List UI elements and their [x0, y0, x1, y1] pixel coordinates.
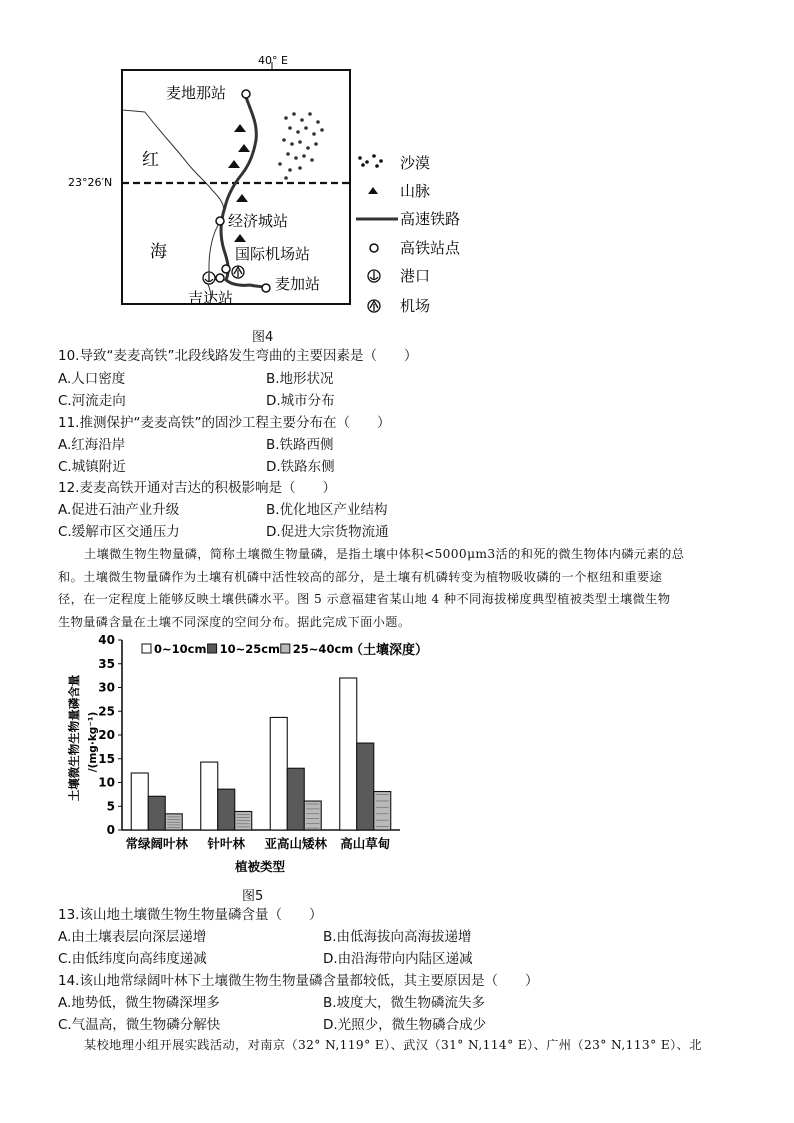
legend-railway-label: 高速铁路 [400, 210, 461, 228]
next-section-intro [58, 1034, 740, 1057]
y-tick-label: 20 [98, 728, 115, 742]
figure-5-chart [60, 630, 440, 878]
question-14-option-b[interactable]: B.坡度大，微生物磷流失多 [323, 995, 486, 1011]
question-11-option-b[interactable]: B.铁路西侧 [266, 437, 334, 453]
y-tick-label: 5 [106, 799, 115, 814]
legend-station-label: 高铁站点 [400, 239, 461, 257]
legend-port-label: 港口 [400, 267, 431, 285]
bar-2-2 [218, 789, 235, 830]
passage-line-1: 土壤微生物生物量磷，简称土壤微生物量磷，是指土壤中体积<5000μm3活的和死的微生物体内磷元素的总 [84, 547, 685, 561]
legend-label-1: 0~10cm [154, 642, 207, 656]
reading-passage [58, 543, 740, 633]
category-label-1: 常绿阔叶林 [125, 836, 189, 851]
map-legend [356, 154, 461, 315]
passage-line-4: 生物量磷含量在土壤不同深度的空间分布。据此完成下面小题。 [58, 614, 411, 629]
airport-station-label: 国际机场站 [235, 245, 311, 263]
bar-1-2 [201, 762, 218, 830]
category-label-2: 针叶林 [207, 836, 246, 851]
question-13-option-c[interactable]: C.由低纬度向高纬度递减 [58, 951, 207, 967]
question-12-option-c[interactable]: C.缓解市区交通压力 [58, 524, 180, 540]
y-tick-label: 30 [98, 680, 115, 695]
question-13-stem: 13.该山地土壤微生物生物量磷含量（ ） [58, 907, 323, 923]
question-11-stem: 11.推测保护“麦麦高铁”的固沙工程主要分布在（ ） [58, 415, 391, 431]
next-section-line: 某校地理小组开展实践活动，对南京（32° N,119° E）、武汉（31° N,114° E）、广州（23° N,113° E）、北 [84, 1038, 702, 1052]
legend-desert-label: 沙漠 [400, 154, 431, 172]
figure-4-caption: 图4 [252, 330, 274, 345]
legend-port-symbol [368, 270, 380, 282]
question-14-option-c[interactable]: C.气温高，微生物磷分解快 [58, 1017, 221, 1033]
category-label-4: 高山草甸 [340, 836, 391, 851]
sea-label-hai: 海 [150, 242, 167, 262]
bar-2-4 [357, 743, 374, 830]
desert-area [278, 112, 324, 180]
airport-station-marker [222, 265, 230, 273]
passage-line-2: 和。土壤微生物量磷作为土壤有机磷中活性较高的部分，是土壤有机磷转变为植物吸收磷的一个枢纽和重要途 [58, 569, 663, 584]
passage-line-3: 径，在一定程度上能够反映土壤供磷水平。图 5 示意福建省某山地 4 种不同海拔梯度典型植被类型土壤微生物 [58, 592, 671, 606]
legend-mountain-label: 山脉 [400, 182, 431, 200]
question-12-stem: 12.麦麦高铁开通对吉达的积极影响是（ ） [58, 480, 336, 496]
legend-label-3: 25~40cm [292, 642, 354, 656]
y-tick-label: 15 [98, 751, 115, 766]
bar-2-3 [287, 768, 304, 830]
legend-airport-symbol [368, 300, 380, 312]
port-symbol-map [203, 272, 215, 284]
question-13-option-b[interactable]: B.由低海拔向高海拔递增 [323, 929, 472, 945]
question-14-stem: 14.该山地常绿阔叶林下土壤微生物生物量磷含量都较低，其主要原因是（ ） [58, 973, 539, 989]
legend-station-symbol [370, 244, 378, 252]
question-14-option-d[interactable]: D.光照少，微生物磷合成少 [323, 1017, 487, 1033]
jeddah-station-label: 吉达站 [188, 289, 234, 307]
question-10-option-a[interactable]: A.人口密度 [58, 371, 126, 387]
question-13-option-d[interactable]: D.由沿海带向内陆区递减 [323, 951, 473, 967]
question-12-option-b[interactable]: B.优化地区产业结构 [266, 502, 388, 518]
question-11-option-c[interactable]: C.城镇附近 [58, 459, 126, 475]
question-10-option-d[interactable]: D.城市分布 [266, 393, 335, 409]
jeddah-station-marker [216, 274, 224, 282]
legend-mountain-symbol [368, 187, 378, 194]
legend-desert-symbol [358, 154, 383, 168]
y-tick-label: 40 [98, 633, 115, 647]
sea-label-hong: 红 [142, 150, 159, 170]
mecca-station-marker [262, 284, 270, 292]
category-label-3: 亚高山矮林 [264, 836, 328, 851]
economic-city-station-label: 经济城站 [228, 212, 289, 230]
bar-2-1 [148, 796, 165, 830]
legend-label-2: 10~25cm [219, 642, 281, 656]
legend-swatch-1 [142, 644, 151, 653]
airport-symbol-map [232, 266, 244, 278]
economic-city-station-marker [216, 217, 224, 225]
question-10-option-c[interactable]: C.河流走向 [58, 393, 126, 409]
question-11-option-a[interactable]: A.红海沿岸 [58, 437, 126, 453]
bar-1-3 [270, 717, 287, 830]
y-tick-label: 10 [98, 775, 115, 790]
x-axis-label: 植被类型 [234, 859, 286, 874]
bar-1-1 [131, 773, 148, 830]
question-10-option-b[interactable]: B.地形状况 [266, 371, 334, 387]
question-12-option-d[interactable]: D.促进大宗货物流通 [266, 524, 389, 540]
longitude-label: 40° E [258, 54, 288, 67]
bar-1-4 [340, 678, 357, 830]
medina-station-marker [242, 90, 250, 98]
y-tick-label: 0 [106, 823, 115, 837]
question-12-option-a[interactable]: A.促进石油产业升级 [58, 502, 180, 518]
legend-swatch-2 [208, 644, 217, 653]
legend-airport-label: 机场 [400, 297, 431, 315]
latitude-label: 23°26′N [68, 176, 113, 189]
bar-3-3 [304, 801, 321, 830]
y-tick-label: 35 [98, 656, 115, 671]
bar-3-4 [374, 792, 391, 830]
medina-station-label: 麦地那站 [166, 84, 227, 102]
figure-5-caption: 图5 [242, 889, 264, 904]
question-13-option-a[interactable]: A.由土壤表层向深层递增 [58, 929, 207, 945]
mecca-station-label: 麦加站 [275, 275, 321, 293]
y-axis-unit: /(mg·kg⁻¹) [87, 711, 99, 773]
question-10-stem: 10.导致“麦麦高铁”北段线路发生弯曲的主要因素是（ ） [58, 348, 418, 364]
figure-4-map [60, 52, 480, 322]
y-axis-label: 土壤微生物生物量磷含量 [67, 674, 81, 802]
legend-suffix: （土壤深度） [350, 643, 429, 658]
y-tick-label: 25 [98, 704, 115, 719]
question-11-option-d[interactable]: D.铁路东侧 [266, 459, 335, 475]
question-14-option-a[interactable]: A.地势低，微生物磷深埋多 [58, 995, 220, 1011]
legend-swatch-3 [281, 644, 290, 653]
